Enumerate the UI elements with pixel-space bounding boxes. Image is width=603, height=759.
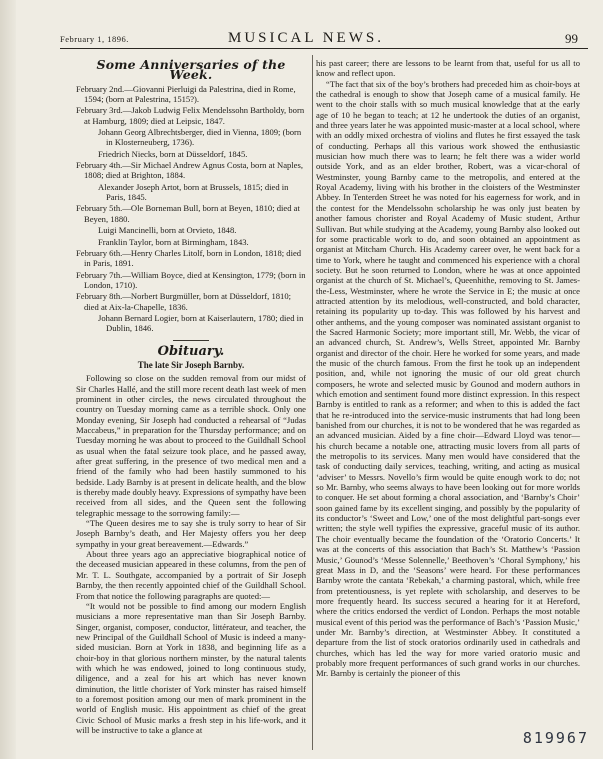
anniversary-entry	[76, 182, 306, 203]
anniversary-date: February 6th.—	[76, 247, 131, 258]
anniversary-entry	[76, 84, 306, 105]
anniversary-text: Norbert Burgmüller, born at Düsseldorf, 1810; died at Aix-la-Chapelle, 1836.	[84, 291, 292, 312]
obituary-paragraph: Following so close on the sudden removal from our midst of Sir Charles Hallé, and the still more recent death last week of men prominent in other circles, the news circulated throughout the country on Tuesday morning came as a terrible shock. Only one Monday evening, Sir Joseph had conducted a rehearsal of “Judas Maccabeus,” in preparation for the Thursday performance; and on Tuesday morning he was about to proceed to the Guildhall School as usual when the fatal seizure took place, and he passed away, after great suffering, in the presence of two medical men and a friend of the family who had been hastily summoned to his bedside. Lady Barnby is at present in delicate health, and the blow is thereby made doubly heavy. Expressions of sympathy have been received from all sides, and the Queen sent the following telegraphic message to the sorrowing family:—	[76, 373, 306, 518]
obituary-subheading: The late Sir Joseph Barnby.	[137, 359, 245, 370]
section-divider	[173, 340, 209, 341]
anniversary-text: Alexander Joseph Artot, born at Brussels, 1815; died in Paris, 1845.	[98, 181, 289, 203]
biography-continued: his past career; there are lessons to be learnt from that, useful for us all to know and reflect upon.	[316, 58, 580, 79]
left-column	[76, 58, 306, 735]
binding-gutter	[0, 0, 16, 759]
anniversary-entry	[76, 149, 306, 159]
anniversary-date: February 3rd.—	[76, 105, 132, 116]
right-column	[316, 58, 580, 679]
obituary-paragraph: About three years ago an appreciative biographical notice of the deceased musician appeared in these columns, from the pen of Mr. T. L. Southgate, accompanied by a portrait of Sir Joseph Barnby, the then recently appointed chief of the Guildhall School. From that notice the following paragraphs are quoted:—	[76, 549, 306, 601]
anniversary-text: Ole Borneman Bull, born at Beyen, 1810; died at Beyen, 1880.	[84, 203, 300, 224]
anniversary-text: Franklin Taylor, born at Birmingham, 1843.	[98, 236, 249, 247]
page-number: 99	[565, 31, 578, 46]
anniversary-text: Johann Bernard Logier, born at Kaiserlautern, 1780; died in Dublin, 1846.	[98, 312, 304, 334]
anniversaries-heading: Some Anniversaries of the Week.	[96, 57, 286, 83]
anniversaries-list	[76, 84, 306, 334]
anniversary-entry	[76, 225, 306, 235]
anniversary-date: February 4th.—	[76, 160, 131, 171]
page-header	[60, 30, 580, 48]
anniversary-text: Sir Michael Andrew Agnus Costa, born at Naples, 1808; died at Brighton, 1884.	[84, 160, 303, 181]
anniversary-date: February 2nd.—	[76, 83, 133, 94]
archive-stamp-number: 819967	[522, 729, 589, 747]
anniversary-entry	[76, 203, 306, 224]
column-divider	[312, 55, 313, 750]
anniversary-entry	[76, 313, 306, 334]
anniversary-entry	[76, 127, 306, 148]
header-title: MUSICAL NEWS.	[228, 30, 384, 46]
anniversary-entry	[76, 291, 306, 312]
anniversary-text: Johann Georg Albrechtsberger, died in Vienna, 1809; (born in Klosterneuberg, 1736).	[98, 127, 302, 148]
biography-quote: “It would not be possible to find among our modern English musicians a more representative man than Sir Joseph Barnby. Singer, organist, composer, conductor, littérateur, and teacher, the new Principal of the Guildhall School of Music is indeed a many-sided musician. Born at York in 1838, and beginning life as a choir-boy in that glorious northern minster, by the natural talents with which he was endowed, joined to long continuous study, diligence, and a zeal for his art which has never known diminution, the little chorister of York minster has raised himself to a foremost position among our men of mark prominent in the world of English music. His appointment as chief of the great Civic School of Music marks a fresh step in his life-work, and it will be instructive to take a glance at	[76, 600, 306, 735]
obituary-heading: Obituary.	[157, 343, 225, 359]
anniversary-date: February 8th.—	[76, 291, 131, 302]
anniversary-text: Luigi Mancinelli, born at Orvieto, 1848.	[98, 225, 237, 236]
anniversary-date: February 7th.—	[76, 269, 131, 280]
anniversary-text: William Boyce, died at Kensington, 1779; (born in London, 1710).	[84, 269, 306, 290]
header-rule	[60, 48, 588, 49]
biography-paragraph: “The fact that six of the boy’s brothers had preceded him as choir-boys at the cathedral is enough to show that Joseph came of a musical family. He went to the choir stalls with so much musical knowledge that at the early age of 10 he began to teach; at 12 he undertook the duties of an organist, and three years later he was appointed music-master at a local school, where with an oddly mixed orchestra of violins and flutes he first essayed the task of conducting. Perhaps all this various work showed the enthusiastic musician how much there was to learn; he felt there was a wider world outside York, and as an elder brother, Robert, was a vicar-choral of Westminster, young Barnby came to the metropolis, and entered at the Royal Academy, living with his brother in the cloisters of the Westminster Abbey. In Tenterden Street he was noted for his eagerness for work, and in the contest for the Mendelssohn scholarship he was only just beaten by another famous chorister and Royal Academy of Music student, Arthur Sullivan. But while studying at the Academy, young Barnby also looked out for some practicable work to do, and soon obtained an appointment as organist at Mitcham Church. His Academy career over, he went back for a time to York, where he taught and commenced his experience with a choral society. But he soon returned to London, where he was at once appointed organist at the church of St. Michael’s, Queenhithe, removing to St. James-the-Less, Westminster, where he wrote the Service in E; the music at once attracted attention by its melodious, well-constructed, and bold character, retaining its popularity up to-day. This was followed by his harvest and other anthems, and the young composer was nominated assistant organist to the Sacred Harmonic Society; more important still, Mr. Webb, the vicar of an advanced church, St. Andrew’s, Wells Street, appointed Mr. Barnby organist and director of the choir. Here he worked for some years, and made the music of the church famous. From the first he took up an independent position, and, while not ignoring the music of our old great church composers, he wrote and selected music by Gounod and modern authors in which emotion and sentiment found more distinct expression. In this respect Barnby is entitled to rank as a reformer; and when to this is added the fact that he re-introduced into the service-music instruments that had long been banished from our churches, it is not to be wondered that he was regarded as an advanced musician. Aided by a fine choir—Edward Lloyd was tenor—his church became a notable one, attracting music lovers from all parts of the metropolis to its services. Many men would have considered that the task of conducting daily services, teaching, writing, and acting as musical ‘adviser’ to Messrs. Novello’s firm would be quite enough work to do; not so Mr. Barnby, who seems always to have been looking out for more worlds to conquer. He set about forming a choral association, and ‘Barnby’s Choir’ soon gained fame by its excellent singing, and possibly by the popularity of its conductor’s ‘Sweet and Low,’ one of the most delightful part-songs ever written; the style well typifies the expressive, graceful music of its author. The choir eventually became the foundation of the ‘Oratorio Concerts.’ It was at the concerts of this association that Bach’s St. Matthew’s ‘Passion Music,’ Gounod’s ‘Messe Solennelle,’ Beethoven’s ‘Choral Symphony,’ his great Mass in D, and the ‘Seasons’ were heard. For these performances Barnby wrote the cantata ‘Rebekah,’ a charming pastoral, which, while free from pretentiousness, is yet replete with scholarship, and deserves to be more frequently heard. Its success secured a hearing for it at Hereford, where the critics endorsed the verdict of London. Perhaps the most notable musical event of this period was the performance of Bach’s ‘Passion Music,’ under Mr. Barnby’s direction, at Westminster Abbey. It constituted a departure from the list of stock oratorios ordinarily used in cathedrals and churches, which has led the way for more varied oratorio music and probably more frequent performances of such grand works in our churches. Mr. Barnby is certainly the pioneer of this	[316, 78, 580, 679]
anniversary-entry	[76, 237, 306, 247]
anniversary-entry	[76, 248, 306, 269]
anniversary-text: Friedrich Niecks, born at Düsseldorf, 1845.	[98, 148, 248, 159]
anniversary-entry	[76, 160, 306, 181]
telegram-quote: “The Queen desires me to say she is truly sorry to hear of Sir Joseph Barnby’s death, and Her Majesty offers you her deep sympathy in your great bereavement.—Edwards.”	[76, 518, 306, 549]
anniversary-text: Jakob Ludwig Felix Mendelssohn Bartholdy, born at Hamburg, 1809; died at Leipsic, 1847.	[84, 105, 305, 126]
anniversary-date: February 5th.—	[76, 203, 131, 214]
header-date: February 1, 1896.	[60, 34, 129, 44]
anniversary-entry	[76, 105, 306, 126]
anniversary-entry	[76, 270, 306, 291]
anniversary-text: Henry Charles Litolf, born in London, 1818; died in Paris, 1891.	[84, 247, 302, 269]
anniversary-text: Giovanni Pierluigi da Palestrina, died in Rome, 1594; (born at Palestrina, 1515?).	[84, 83, 296, 105]
